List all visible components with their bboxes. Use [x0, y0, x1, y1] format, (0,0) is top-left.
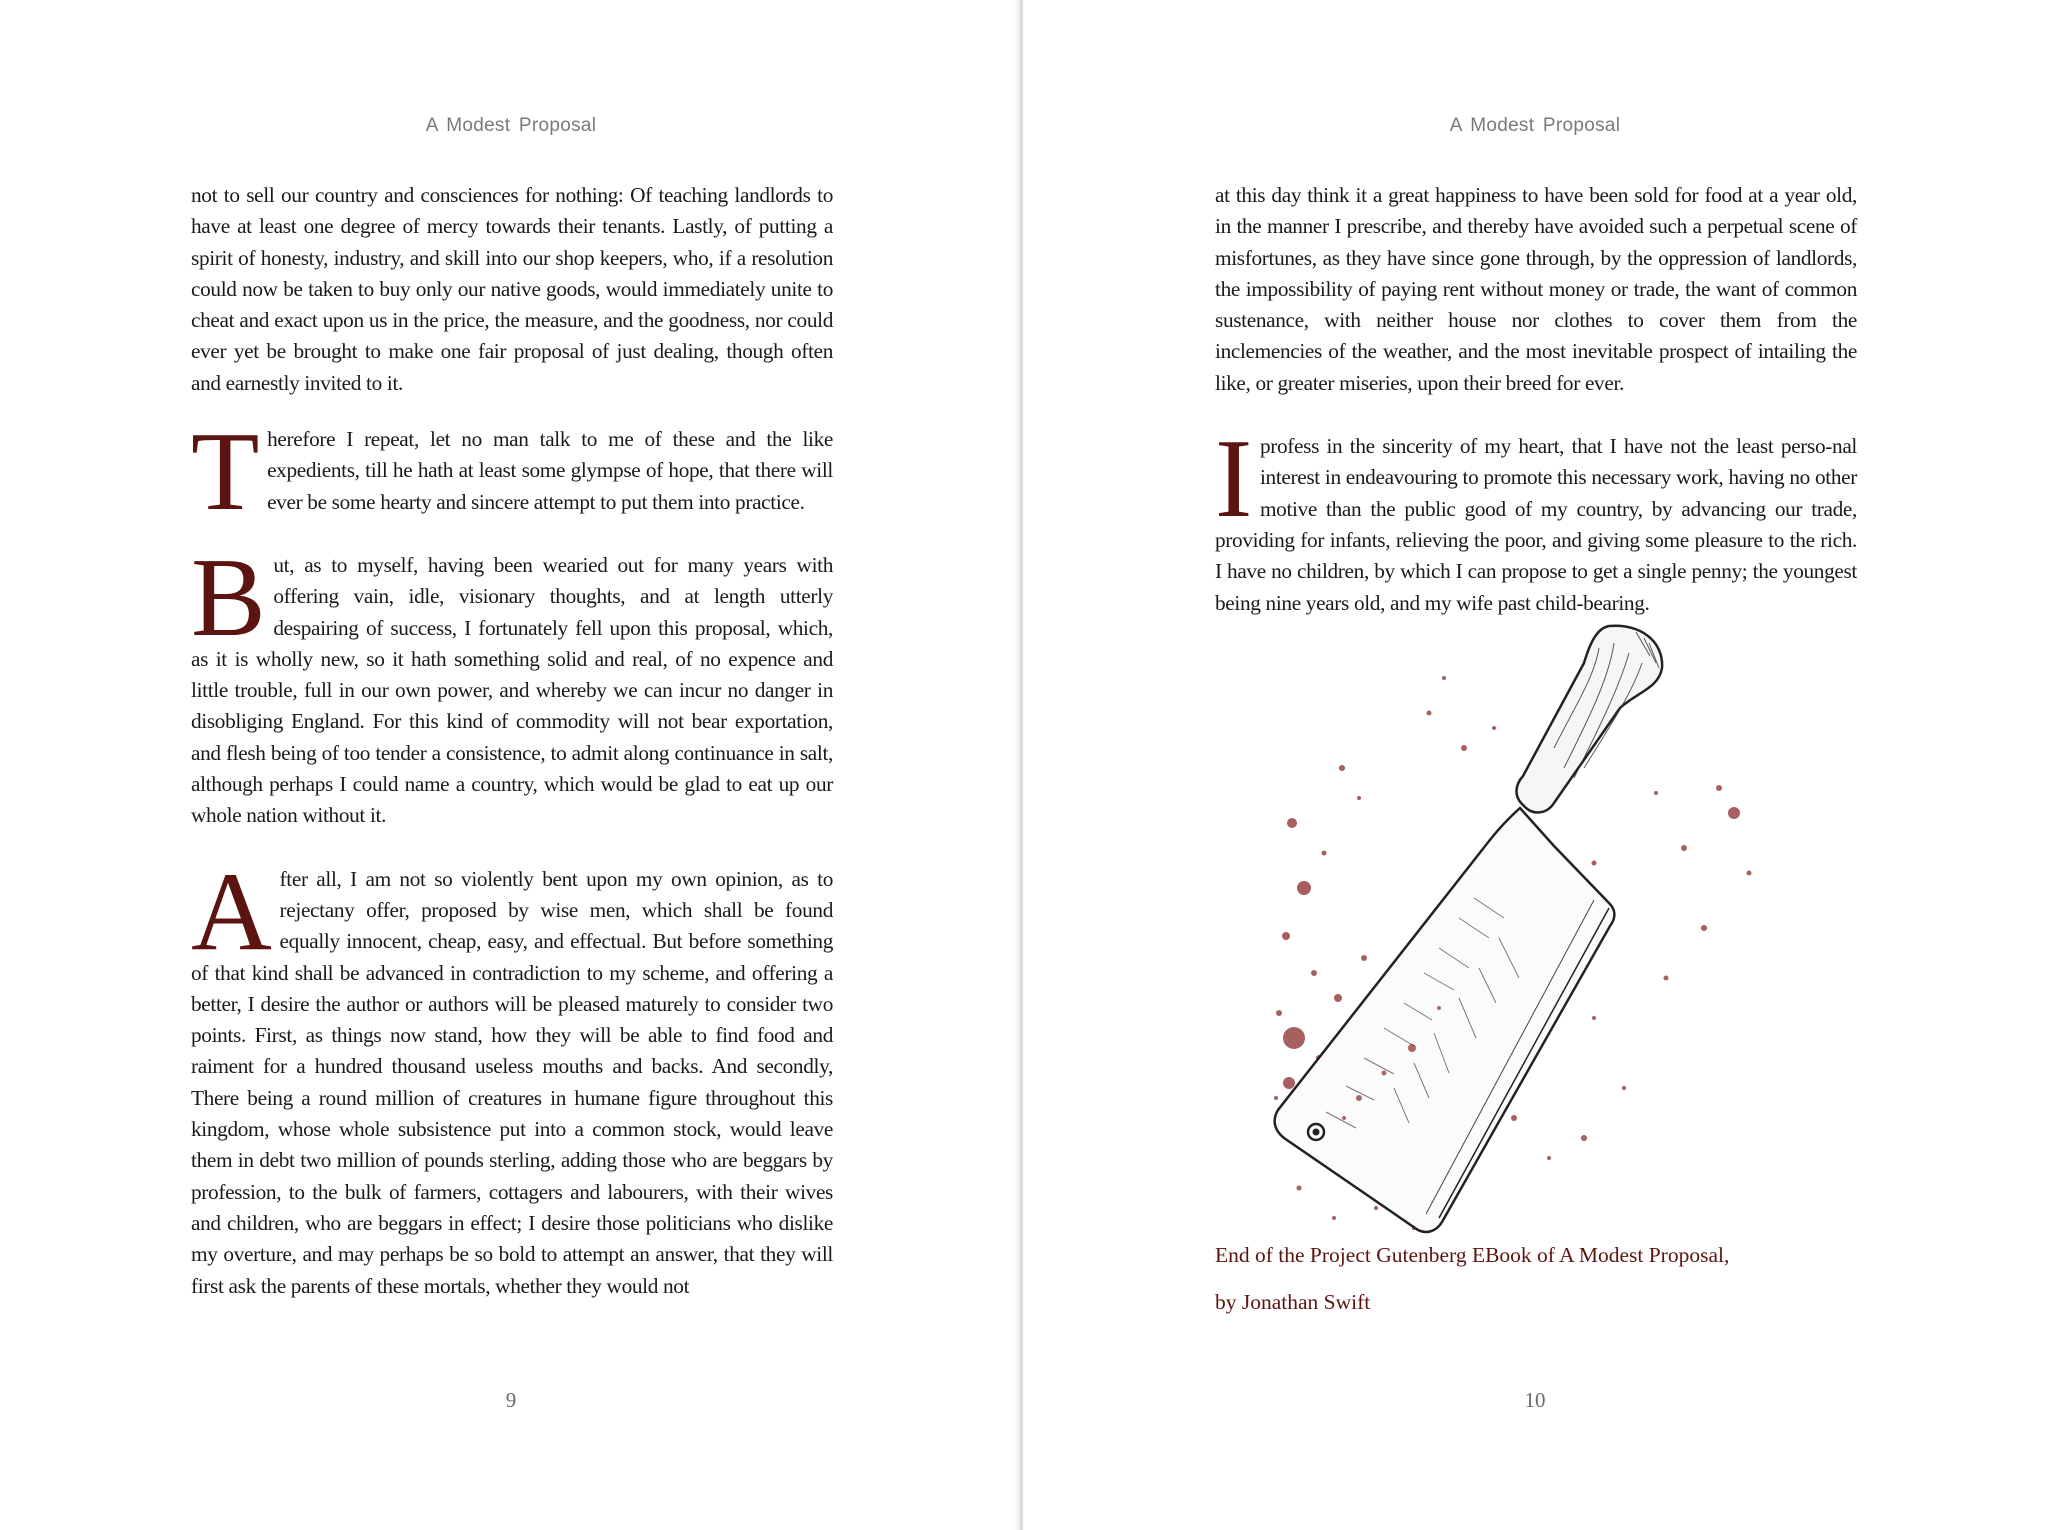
paragraph-text: fter all, I am not so violently bent upon my own opinion, as to rejectany offer, proposed by wise men, which shall be found equally innocent, cheap, easy, and effectual. But before something of that kind shall be advanced in contradiction to my scheme, and offering a better, I desire the author or authors will be pleased maturely to consider two points. First, as things now stand, how they will be able to find food and raiment for a hundred thousand useless mouths and backs. And secondly, There being a round million of creatures in humane figure throughout this kingdom, whose whole subsistence put into a common stock, would leave them in debt two million of pounds sterling, adding those who are beggars by profession, to the bulk of farmers, cottagers and labourers, with their wives and children, who are beggars in effect; I desire those politicians who dislike my overture, and may perhaps be so bold to attempt an answer, that they will first ask the parents of these mortals, whether they would not [191, 866, 833, 1298]
page-body [191, 180, 833, 1327]
end-note-author: by Jonathan Swift [1215, 1290, 1371, 1314]
cleaver-blade [1275, 808, 1615, 1232]
running-head: A Modest Proposal [425, 115, 597, 136]
paragraph [1215, 180, 1857, 399]
running-head: A Modest Proposal [1449, 115, 1621, 136]
paragraph-text: at this day think it a great happiness to have been sold for food at a year old, in the manner I prescribe, and thereby have avoided such a perpetual scene of misfortunes, as they have since gone through, by the oppression of landlords, the impossibility of paying rent without money or trade, the want of common sustenance, with neither house nor clothes to cover them from the inclemencies of the weather, and the most inevitable prospect of intailing the like, or greater miseries, upon their breed for ever. [1215, 183, 1857, 395]
paragraph [191, 180, 833, 399]
paragraph-text: herefore I repeat, let no man talk to me of these and the like expedients, till he hath at least some glympse of hope, that there will ever be some hearty and sincere attempt to put them into practice. [267, 427, 833, 514]
paragraph [1215, 417, 1857, 619]
page-body [1215, 180, 1857, 644]
end-note-title: End of the Project Gutenberg EBook of A Modest Proposal, [1215, 1243, 1730, 1267]
page-number: 10 [1524, 1388, 1546, 1412]
paragraph [191, 410, 833, 535]
drop-cap: A [191, 849, 272, 974]
paragraph [191, 535, 833, 832]
cleaver-illustration [1264, 618, 1804, 1246]
drop-cap: B [191, 535, 266, 660]
paragraph-text: not to sell our country and consciences for nothing: Of teaching landlords to have at least one degree of mercy towards their tenants. Lastly, of putting a spirit of honesty, industry, and skill into our shop keepers, who, if a resolution could now be taken to buy only our native goods, would immediately unite to cheat and exact upon us in the price, the measure, and the goodness, nor could ever yet be brought to make one fair proposal of just dealing, though often and earnestly invited to it. [191, 183, 833, 395]
drop-cap: I [1215, 417, 1252, 542]
paragraph [191, 849, 833, 1302]
page-number: 9 [505, 1388, 517, 1412]
left-page[interactable] [0, 0, 1022, 1530]
paragraph-text: profess in the sincerity of my heart, that I have not the least perso-nal interest in endeavouring to promote this necessary work, having no other motive than the public good of my country, by advancing our trade, providing for infants, relieving the poor, and giving some pleasure to the rich. I have no children, by which I can propose to get a single penny; the youngest being nine years old, and my wife past child-bearing. [1215, 434, 1857, 615]
paragraph-text: ut, as to myself, having been wearied out for many years with offering vain, idle, visionary thoughts, and at length utterly despairing of success, I fortunately fell upon this proposal, which, as it is wholly new, so it hath something solid and real, of no expence and little trouble, full in our own power, and whereby we can incur no danger in disobliging England. For this kind of commodity will not bear exportation, and flesh being of too tender a consistence, to admit along continuance in salt, although perhaps I could name a country, which would be glad to eat up our whole nation without it. [191, 552, 833, 828]
drop-cap: T [191, 410, 260, 535]
cleaver-handle [1516, 626, 1662, 813]
